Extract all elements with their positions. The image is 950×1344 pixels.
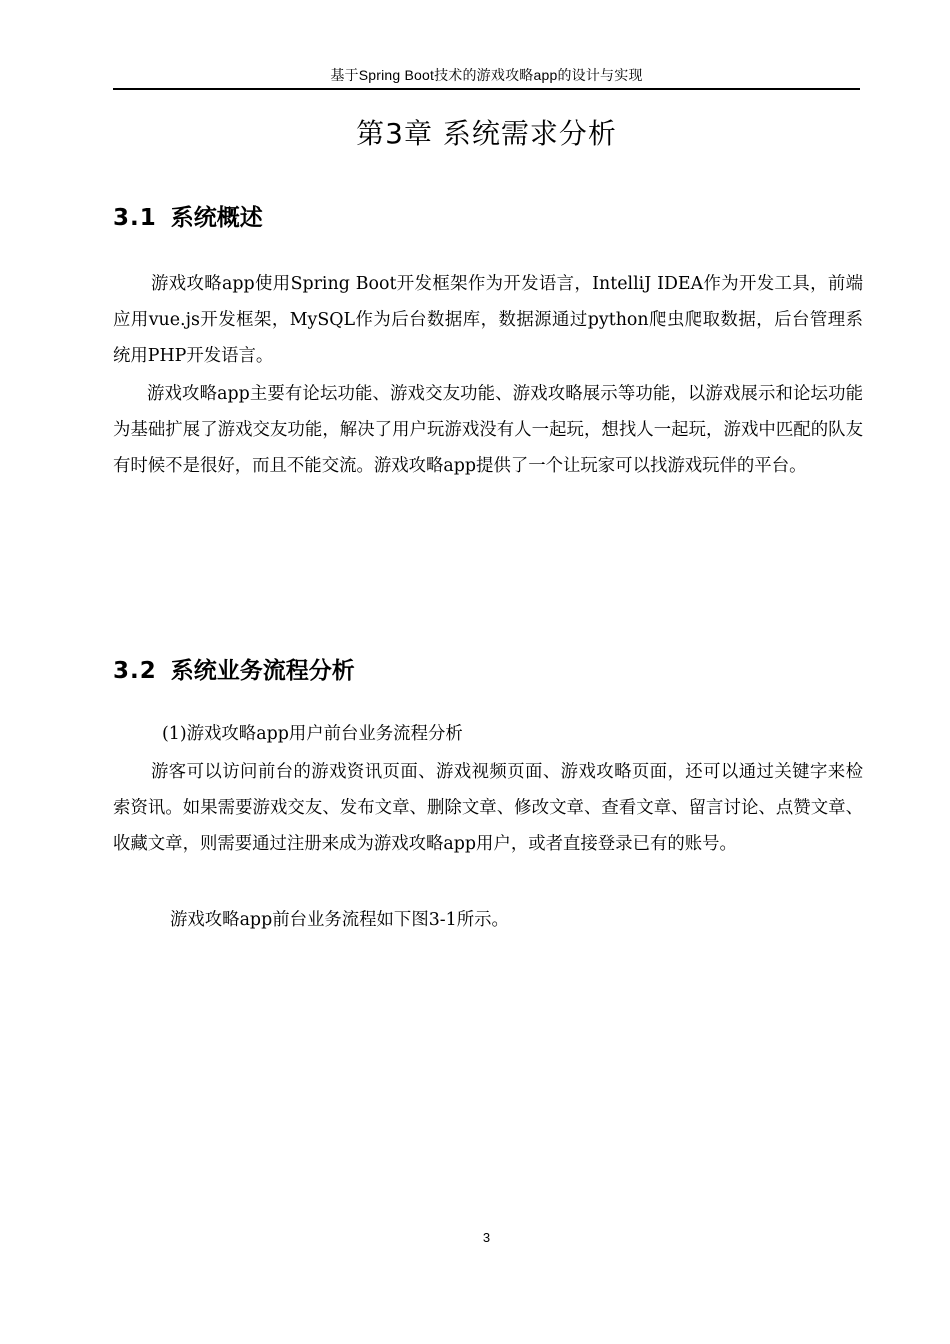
section-number: 3.2 bbox=[113, 658, 157, 684]
section-number: 3.1 bbox=[113, 205, 157, 231]
running-header: 基于Spring Boot技术的游戏攻略app的设计与实现 bbox=[330, 67, 643, 83]
figure-reference: 游戏攻略app前台业务流程如下图3-1所示。 bbox=[170, 910, 509, 930]
section-title: 系统业务流程分析 bbox=[170, 658, 355, 684]
subheading-frontend-flow: (1)游戏攻略app用户前台业务流程分析 bbox=[162, 724, 463, 744]
paragraph-visitor: 游客可以访问前台的游戏资讯页面、游戏视频页面、游戏攻略页面，还可以通过关键字来检索资讯。如果需要游戏交友、发布文章、删除文章、修改文章、查看文章、留言讨论、点赞文章、收藏文章，则需要通过注册来成为游戏攻略app用户，或者直接登录已有的账号。 bbox=[113, 762, 863, 854]
paragraph-overview: 游戏攻略app使用Spring Boot开发框架作为开发语言，IntelliJ IDEA作为开发工具，前端应用vue.js开发框架，MySQL作为后台数据库，数据源通过python爬虫爬取数据，后台管理系统用PHP开发语言。 bbox=[113, 274, 863, 366]
header-rule bbox=[113, 88, 860, 90]
section-heading-3-1 bbox=[113, 202, 263, 234]
section-heading-3-2 bbox=[113, 655, 355, 687]
paragraph-features: 游戏攻略app主要有论坛功能、游戏交友功能、游戏攻略展示等功能，以游戏展示和论坛功能为基础扩展了游戏交友功能，解决了用户玩游戏没有人一起玩，想找人一起玩，游戏中匹配的队友有时候不是很好，而且不能交流。游戏攻略app提供了一个让玩家可以找游戏玩伴的平台。 bbox=[113, 384, 863, 476]
chapter-title: 第3章 系统需求分析 bbox=[356, 117, 617, 150]
section-title: 系统概述 bbox=[170, 205, 263, 231]
page-number: 3 bbox=[482, 1230, 491, 1245]
